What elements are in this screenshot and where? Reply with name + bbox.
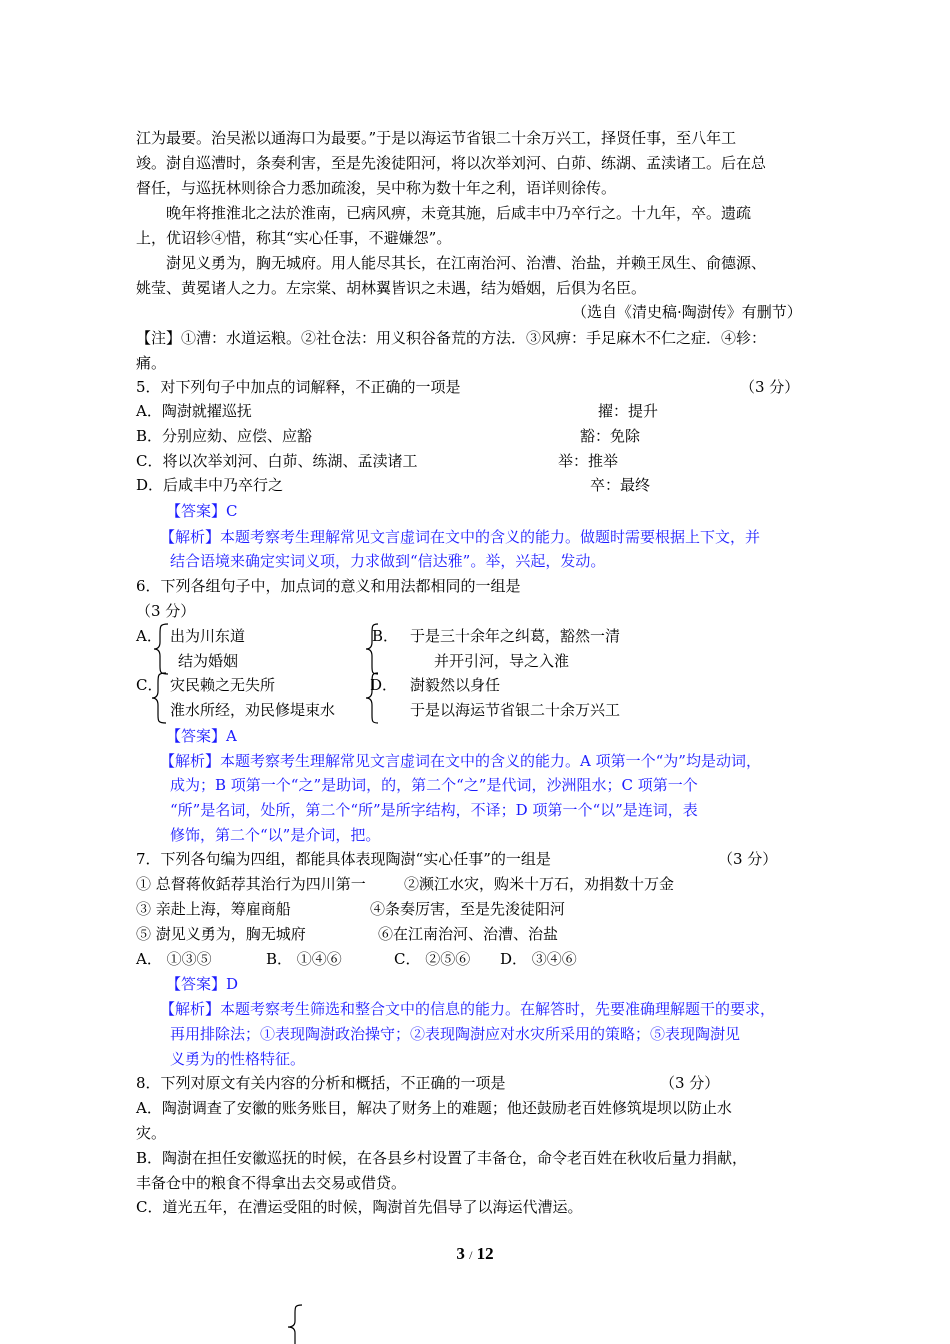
passage-line: 督任，与巡抚林则徐合力悉加疏浚，吴中称为数十年之利，语详则徐传。	[136, 179, 617, 197]
q6-option-d-label: D．	[370, 676, 398, 694]
q7-item: ① 总督蒋攸銛荐其治行为四川第一	[136, 875, 366, 893]
q5-stem: 5．对下列句子中加点的词解释，不正确的一项是	[136, 378, 461, 396]
q7-item: ⑤ 澍见义勇为，胸无城府	[136, 925, 306, 943]
q6-d2: 于是以海运节省银二十余万兴工	[410, 701, 621, 719]
q6-brace-c	[150, 671, 170, 725]
q8-option-a: 灾。	[136, 1124, 167, 1142]
q7-analysis: 再用排除法；①表现陶澍政治操守；②表现陶澍应对水灾所采用的策略；⑤表现陶澍见	[170, 1025, 741, 1043]
passage-note: 【注】①漕：水道运粮。②社仓法：用义积谷备荒的方法．③风痹：手足麻木不仁之症．④轸：	[136, 329, 767, 347]
q6-b1: 于是三十余年之纠葛，豁然一清	[410, 627, 621, 645]
q8-option-a: A．陶澍调查了安徽的账务账目，解决了财务上的难题；他还鼓励老百姓修筑堤坝以防止水	[136, 1099, 732, 1117]
passage-note: 痛。	[136, 354, 167, 372]
q7-choice-b: B． ①④⑥	[266, 950, 342, 968]
q8-score: （3 分）	[660, 1074, 720, 1092]
q6-option-b-label: B．	[372, 627, 399, 645]
q7-choice-c: C． ②⑤⑥	[394, 950, 471, 968]
passage-line: 姚莹、黄冕诸人之力。左宗棠、胡林翼皆识之未遇，结为婚姻，后俱为名臣。	[136, 279, 647, 297]
passage-line: 澍见义勇为，胸无城府。用人能尽其长，在江南治河、治漕、治盐，并赖王凤生、俞德源、	[166, 254, 767, 272]
passage-line: 竣。澍自巡漕时，条奏利害，至是先浚徒阳河，将以次举刘河、白茆、练湖、孟渎诸工。后在总	[136, 154, 767, 172]
q6-analysis: “所”是名词，处所，第二个“所”是所字结构，不译；D 项第一个“以”是连词，表	[170, 801, 698, 819]
q6-analysis: 修饰，第二个“以”是介词，把。	[170, 826, 381, 844]
q7-item: ⑥在江南治河、治漕、治盐	[378, 925, 559, 943]
q6-analysis: 【解析】本题考察考生理解常见文言虚词在文中的含义的能力。A 项第一个“为”均是动词，	[160, 752, 761, 770]
q8-option-b: 丰备仓中的粮食不得拿出去交易或借贷。	[136, 1174, 407, 1192]
q5-gloss-c: 举：推举	[558, 452, 619, 470]
passage-line: 晚年将推淮北之法於淮南，已病风痹，未竟其施，后咸丰中乃卒行之。十九年，卒。遗疏	[166, 204, 752, 222]
q6-a2: 结为婚姻	[178, 652, 239, 670]
q5-answer: 【答案】C	[166, 502, 238, 520]
q7-choice-a: A． ①③⑤	[136, 950, 212, 968]
q6-brace-b	[364, 622, 384, 676]
q8-stem: 8．下列对原文有关内容的分析和概括，不正确的一项是	[136, 1074, 506, 1092]
q7-stem: 7．下列各句编为四组，都能具体表现陶澍“实心任事”的一组是	[136, 850, 551, 868]
q6-a1: 出为川东道	[170, 627, 246, 645]
q7-answer: 【答案】D	[166, 975, 239, 993]
page-separator: /	[469, 1248, 473, 1262]
passage-line: 上，优诏轸④惜，称其“实心任事，不避嫌怨”。	[136, 229, 452, 247]
brace-fragment	[286, 1303, 306, 1344]
q5-option-a: A．陶澍就擢巡抚	[136, 402, 252, 420]
q6-analysis: 成为；B 项第一个“之”是助词，的，第二个“之”是代词，沙洲阻水；C 项第一个	[170, 776, 698, 794]
q6-c2: 淮水所经，劝民修堤束水	[170, 701, 336, 719]
q7-item: ③ 亲赴上海，筹雇商船	[136, 900, 291, 918]
q8-option-c: C．道光五年，在漕运受阻的时候，陶澍首先倡导了以海运代漕运。	[136, 1198, 583, 1216]
q6-b2: 并开引河，导之入淮	[434, 652, 570, 670]
q5-gloss-d: 卒：最终	[590, 476, 651, 494]
q6-brace-a	[152, 622, 172, 676]
page-number	[0, 1244, 950, 1264]
q5-analysis: 【解析】本题考察考生理解常见文言虚词在文中的含义的能力。做题时需要根据上下文，并	[160, 528, 761, 546]
passage-line: 江为最要。治吴淞以通海口为最要。”于是以海运节省银二十余万兴工，择贤任事，至八年工	[136, 129, 737, 147]
q5-gloss-a: 擢：提升	[598, 402, 659, 420]
page-total: 12	[476, 1244, 494, 1263]
q6-option-a-label: A．	[136, 627, 162, 645]
q6-score: （3 分）	[136, 602, 196, 620]
q7-analysis: 义勇为的性格特征。	[170, 1050, 306, 1068]
q7-item: ②濒江水灾，购米十万石，劝捐数十万金	[404, 875, 675, 893]
q6-d1: 澍毅然以身任	[410, 676, 501, 694]
q7-item: ④条奏厉害，至是先浚徒阳河	[370, 900, 566, 918]
page-current: 3	[456, 1244, 465, 1263]
q5-analysis: 结合语境来确定实词义项，力求做到“信达雅”。举，兴起，发动。	[170, 552, 606, 570]
q5-option-b: B．分别应劾、应偿、应豁	[136, 427, 313, 445]
q7-analysis: 【解析】本题考察考生筛选和整合文中的信息的能力。在解答时，先要准确理解题干的要求，	[160, 1000, 776, 1018]
q5-option-d: D．后咸丰中乃卒行之	[136, 476, 284, 494]
q5-gloss-b: 豁：免除	[580, 427, 641, 445]
passage-source: （选自《清史稿·陶澍传》有删节）	[572, 303, 802, 321]
q5-option-c: C．将以次举刘河、白茆、练湖、孟渎诸工	[136, 452, 418, 470]
q7-choice-d: D． ③④⑥	[500, 950, 577, 968]
q8-option-b: B．陶澍在担任安徽巡抚的时候，在各县乡村设置了丰备仓，命令老百姓在秋收后量力捐献，	[136, 1149, 748, 1167]
q6-brace-d	[364, 671, 384, 725]
q7-score: （3 分）	[718, 850, 778, 868]
q6-option-c-label: C．	[136, 676, 163, 694]
q6-c1: 灾民赖之无失所	[170, 676, 276, 694]
q6-answer: 【答案】A	[166, 727, 237, 745]
q5-score: （3 分）	[740, 378, 800, 396]
q6-stem: 6．下列各组句子中，加点词的意义和用法都相同的一组是	[136, 577, 521, 595]
